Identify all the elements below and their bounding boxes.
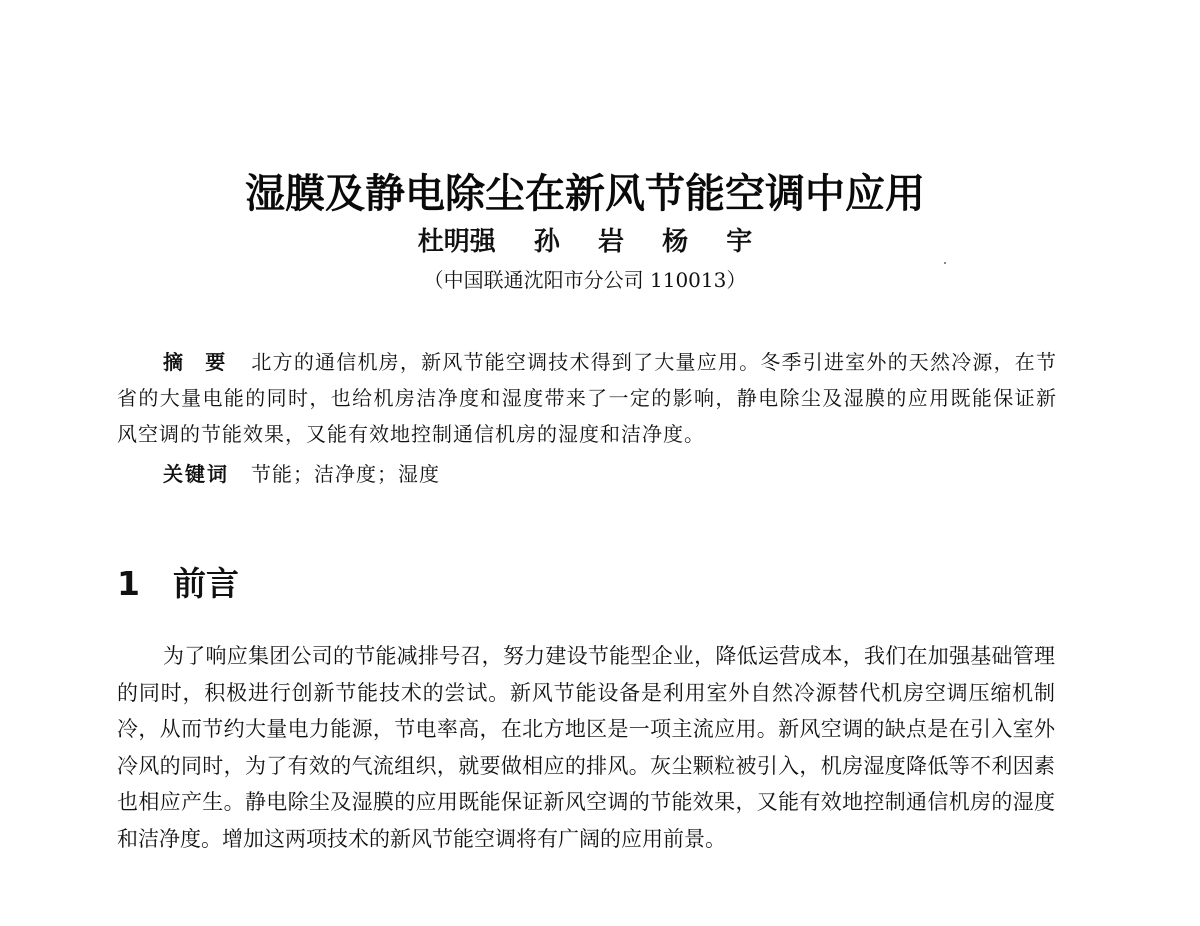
abstract-text: 北方的通信机房，新风节能空调技术得到了大量应用。冬季引进室外的天然冷源，在节省的大量电能的同时，也给机房洁净度和湿度带来了一定的影响，静电除尘及湿膜的应用既能保证新风空调的节能效果，又能有效地控制通信机房的湿度和洁净度。 (117, 350, 1058, 446)
paper-affiliation: （中国联通沈阳市分公司 110013） (423, 268, 747, 292)
keywords-label: 关键词 (163, 462, 229, 486)
paper-title: 湿膜及静电除尘在新风节能空调中应用 (245, 171, 925, 217)
section-title: 前言 (173, 564, 239, 603)
section-heading (117, 560, 239, 608)
keywords (163, 456, 1043, 492)
abstract (117, 344, 1057, 452)
paper-authors: 杜明强 孙 岩 杨 宇 (417, 227, 753, 257)
keywords-text: 节能；洁净度；湿度 (251, 462, 440, 486)
body-paragraph: 为了响应集团公司的节能减排号召，努力建设节能型企业，降低运营成本，我们在加强基础管理的同时，积极进行创新节能技术的尝试。新风节能设备是利用室外自然冷源替代机房空调压缩机制冷，从而节约大量电力能源，节电率高，在北方地区是一项主流应用。新风空调的缺点是在引入室外冷风的同时，为了有效的气流组织，就要做相应的排风。灰尘颗粒被引入，机房湿度降低等不利因素也相应产生。静电除尘及湿膜的应用既能保证新风空调的节能效果，又能有效地控制通信机房的湿度和洁净度。增加这两项技术的新风节能空调将有广阔的应用前景。 (117, 644, 1055, 851)
section-number: 1 (117, 564, 140, 603)
abstract-label: 摘要 (163, 350, 248, 374)
scan-speck (944, 262, 946, 264)
